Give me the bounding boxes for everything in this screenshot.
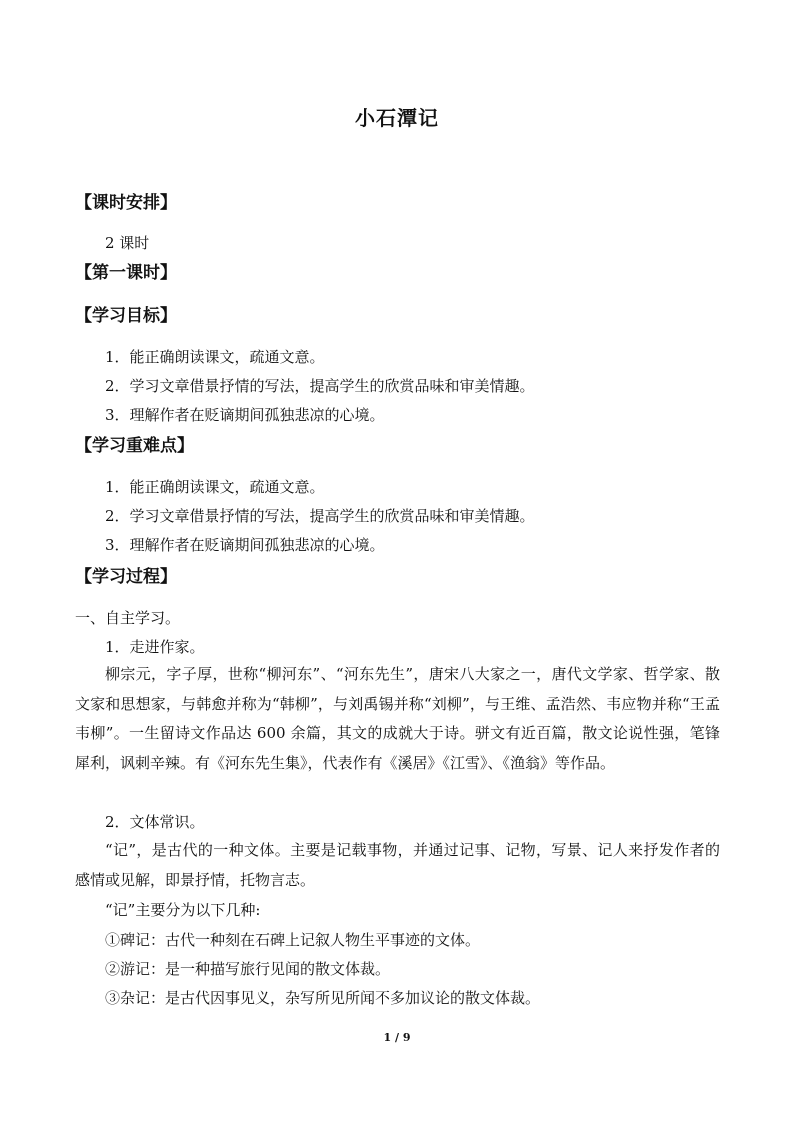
process-heading: 【学习过程】 xyxy=(75,567,177,587)
author-subheading: 1．走进作家。 xyxy=(105,638,205,656)
genre-type-item: ②游记：是一种描写旅行见闻的散文体裁。 xyxy=(105,960,391,978)
key-point-item: 2．学习文章借景抒情的写法，提高学生的欣赏品味和审美情趣。 xyxy=(105,507,535,525)
goal-item: 2．学习文章借景抒情的写法，提高学生的欣赏品味和审美情趣。 xyxy=(105,377,535,395)
page-title: 小石潭记 xyxy=(355,106,439,130)
schedule-heading: 【课时安排】 xyxy=(75,193,177,213)
page-number: 1 / 9 xyxy=(383,1031,411,1044)
genre-subheading: 2．文体常识。 xyxy=(105,813,205,831)
self-study-heading: 一、自主学习。 xyxy=(75,609,181,627)
genre-type-item: ③杂记：是古代因事见义，杂写所见所闻不多加议论的散文体裁。 xyxy=(105,989,541,1007)
key-point-item: 1．能正确朗读课文，疏通文意。 xyxy=(105,478,325,496)
key-points-heading: 【学习重难点】 xyxy=(75,436,194,456)
author-paragraph: 柳宗元，字子厚，世称“柳河东”、“河东先生”，唐宋八大家之一，唐代文学家、哲学家、散文家和思想家，与韩愈并称为“韩柳”，与刘禹锡并称“刘柳”，与王维、孟浩然、韦应物并称“王孟韦柳”。一生留诗文作品达 600 余篇，其文的成就大于诗。骈文有近百篇，散文论说性强，笔锋犀利，讽刺辛辣。有《河东先生集》，代表作有《溪居》《江雪》、《渔翁》等作品。 xyxy=(75,665,720,772)
goals-heading: 【学习目标】 xyxy=(75,306,177,326)
genre-type-item: ①碑记：古代一种刻在石碑上记叙人物生平事迹的文体。 xyxy=(105,931,481,949)
goal-item: 3．理解作者在贬谪期间孤独悲凉的心境。 xyxy=(105,406,385,424)
schedule-value: 2 课时 xyxy=(105,234,150,252)
genre-paragraph: “记”，是古代的一种文体。主要是记载事物，并通过记事、记物，写景、记人来抒发作者的感情或见解，即景抒情，托物言志。 xyxy=(75,841,720,889)
goal-item: 1．能正确朗读课文，疏通文意。 xyxy=(105,348,325,366)
lesson-heading: 【第一课时】 xyxy=(75,263,177,283)
genre-types-intro: “记”主要分为以下几种: xyxy=(105,901,261,919)
key-point-item: 3．理解作者在贬谪期间孤独悲凉的心境。 xyxy=(105,536,385,554)
